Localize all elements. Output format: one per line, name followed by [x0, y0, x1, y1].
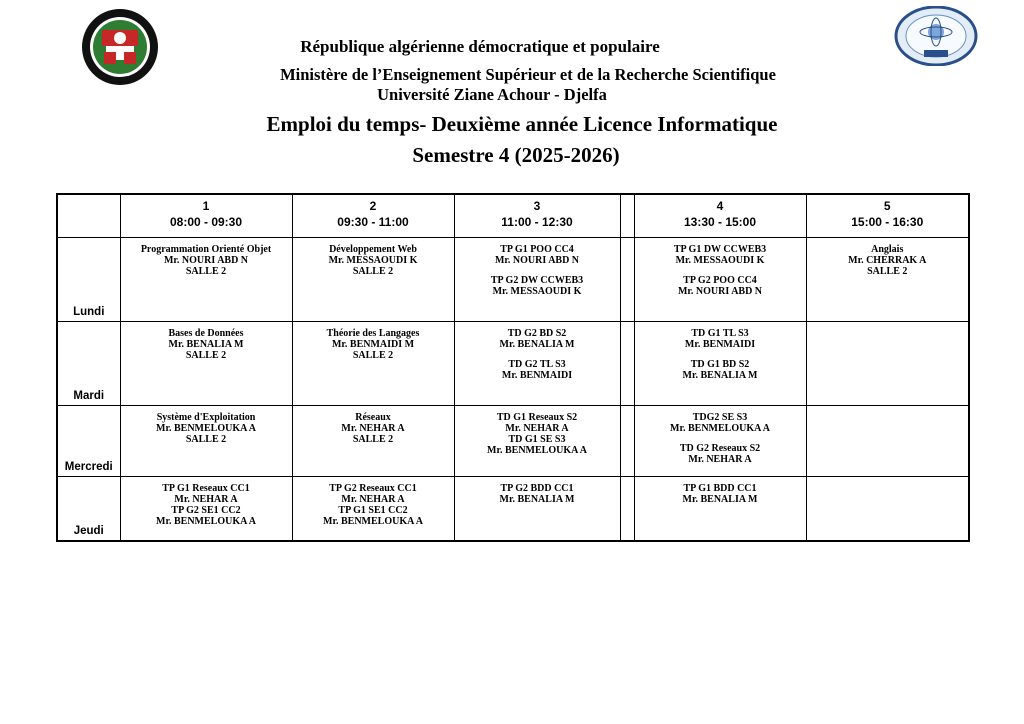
course-line: Mr. BENMELOUKA A: [156, 423, 256, 434]
course-cell: [120, 238, 292, 322]
course-line: SALLE 2: [185, 266, 227, 277]
faculty-emblem-logo: [894, 6, 978, 66]
slot-header-5: [806, 194, 969, 238]
course-line: Mr. NEHAR A: [505, 423, 569, 434]
day-row: [57, 238, 969, 322]
course-line: Mr. BENALIA M: [682, 370, 758, 381]
slot-number: 2: [369, 199, 377, 213]
timetable-header-row: [57, 194, 969, 238]
course-line: Programmation Orienté Objet: [140, 244, 272, 255]
course-line: SALLE 2: [352, 350, 394, 361]
lunch-separator: [620, 477, 634, 542]
course-line: Mr. CHERRAK A: [848, 255, 927, 266]
slot-time: 09:30 - 11:00: [337, 215, 409, 229]
course-cell: [120, 322, 292, 406]
course-cell: [454, 406, 620, 477]
day-row: [57, 477, 969, 542]
course-line: TP G2 DW CCWEB3: [490, 275, 584, 286]
slot-time: 13:30 - 15:00: [683, 215, 757, 229]
course-line: Mr. BENMELOUKA A: [156, 516, 256, 527]
course-cell: [634, 406, 806, 477]
course-cell: [634, 477, 806, 542]
day-row: [57, 322, 969, 406]
corner-cell: [57, 194, 120, 238]
slot-time: 11:00 - 12:30: [501, 215, 573, 229]
course-line: TD G1 Reseaux S2: [496, 412, 578, 423]
slot-header-4: [634, 194, 806, 238]
course-line: Mr. MESSAOUDI K: [492, 286, 582, 297]
course-line: TP G1 Reseaux CC1: [162, 483, 250, 494]
course-line: Mr. BENMELOUKA A: [487, 445, 587, 456]
course-cell: [806, 477, 969, 542]
course-line: TD G1 BD S2: [690, 359, 750, 370]
course-line: TP G1 BDD CC1: [683, 483, 757, 494]
slot-number: 1: [202, 199, 210, 213]
slot-number: 4: [716, 199, 724, 213]
course-line: SALLE 2: [185, 350, 227, 361]
course-cell: [292, 477, 454, 542]
course-line: SALLE 2: [352, 266, 394, 277]
slot-number: 3: [533, 199, 541, 213]
course-cell: [806, 238, 969, 322]
course-line: Mr. NEHAR A: [341, 423, 405, 434]
course-cell: [120, 477, 292, 542]
course-line: TD G2 TL S3: [508, 359, 566, 370]
cell-spacer: [455, 266, 620, 275]
slot-time: 08:00 - 09:30: [169, 215, 243, 229]
course-line: SALLE 2: [352, 434, 394, 445]
course-line: Mr. NEHAR A: [688, 454, 752, 465]
course-cell: [634, 238, 806, 322]
slot-number: 5: [883, 199, 891, 213]
university-title: Université Ziane Achour - Djelfa: [377, 85, 607, 104]
course-line: SALLE 2: [185, 434, 227, 445]
course-line: TD G1 SE S3: [508, 434, 566, 445]
course-line: Mr. NOURI ABD N: [163, 255, 249, 266]
course-line: TDG2 SE S3: [692, 412, 748, 423]
course-line: TP G2 BDD CC1: [500, 483, 574, 494]
course-line: TP G2 SE1 CC2: [171, 505, 241, 516]
course-line: TD G2 Reseaux S2: [679, 443, 761, 454]
course-line: TP G1 DW CCWEB3: [673, 244, 767, 255]
course-line: SALLE 2: [867, 266, 908, 277]
course-line: Mr. NEHAR A: [174, 494, 238, 505]
course-line: Mr. MESSAOUDI K: [675, 255, 765, 266]
course-cell: [120, 406, 292, 477]
course-line: Mr. BENALIA M: [682, 494, 758, 505]
cell-spacer: [635, 266, 806, 275]
course-line: TP G1 POO CC4: [500, 244, 574, 255]
course-line: TD G1 TL S3: [691, 328, 749, 339]
course-line: Mr. NOURI ABD N: [494, 255, 580, 266]
course-cell: [292, 322, 454, 406]
course-line: Mr. BENMELOUKA A: [670, 423, 770, 434]
course-cell: [454, 477, 620, 542]
course-line: Mr. BENMAIDI M: [331, 339, 415, 350]
ministry-title: Ministère de l’Enseignement Supérieur et de la Recherche Scientifique: [280, 65, 776, 84]
course-line: Mr. BENMAIDI: [684, 339, 756, 350]
course-line: Bases de Données: [168, 328, 244, 339]
lunch-separator: [620, 322, 634, 406]
course-line: TP G2 Reseaux CC1: [329, 483, 417, 494]
timetable: [56, 193, 970, 542]
cell-spacer: [455, 350, 620, 359]
day-label: Mercredi: [57, 406, 120, 477]
course-cell: [806, 322, 969, 406]
course-cell: [292, 238, 454, 322]
course-cell: [806, 406, 969, 477]
course-line: Anglais: [871, 244, 904, 255]
course-cell: [454, 322, 620, 406]
lunch-separator: [620, 194, 634, 238]
republic-title: République algérienne démocratique et populaire: [300, 37, 660, 56]
semester-title: Semestre 4 (2025-2026): [412, 143, 620, 167]
course-line: TP G2 POO CC4: [683, 275, 757, 286]
day-row: [57, 406, 969, 477]
slot-header-3: [454, 194, 620, 238]
lunch-separator: [620, 238, 634, 322]
cell-spacer: [635, 434, 806, 443]
course-line: Mr. BENMELOUKA A: [323, 516, 423, 527]
course-line: Mr. BENALIA M: [499, 494, 575, 505]
course-line: Mr. NOURI ABD N: [677, 286, 763, 297]
cell-spacer: [635, 350, 806, 359]
course-line: TP G1 SE1 CC2: [338, 505, 408, 516]
slot-time: 15:00 - 16:30: [851, 215, 924, 229]
course-line: TD G2 BD S2: [507, 328, 567, 339]
course-line: Mr. BENALIA M: [168, 339, 244, 350]
day-label: Lundi: [57, 238, 120, 322]
course-line: Système d'Exploitation: [156, 412, 256, 423]
course-line: Mr. BENALIA M: [499, 339, 575, 350]
course-line: Mr. MESSAOUDI K: [328, 255, 418, 266]
day-label: Mardi: [57, 322, 120, 406]
slot-header-1: [120, 194, 292, 238]
course-line: Réseaux: [355, 412, 391, 423]
course-cell: [634, 322, 806, 406]
course-line: Mr. BENMAIDI: [501, 370, 573, 381]
course-line: Développement Web: [329, 244, 417, 255]
lunch-separator: [620, 406, 634, 477]
page-title: Emploi du temps- Deuxième année Licence Informatique: [266, 112, 778, 136]
course-cell: [454, 238, 620, 322]
day-label: Jeudi: [57, 477, 120, 542]
course-line: Théorie des Langages: [326, 328, 420, 339]
course-line: Mr. NEHAR A: [341, 494, 405, 505]
slot-header-2: [292, 194, 454, 238]
course-cell: [292, 406, 454, 477]
